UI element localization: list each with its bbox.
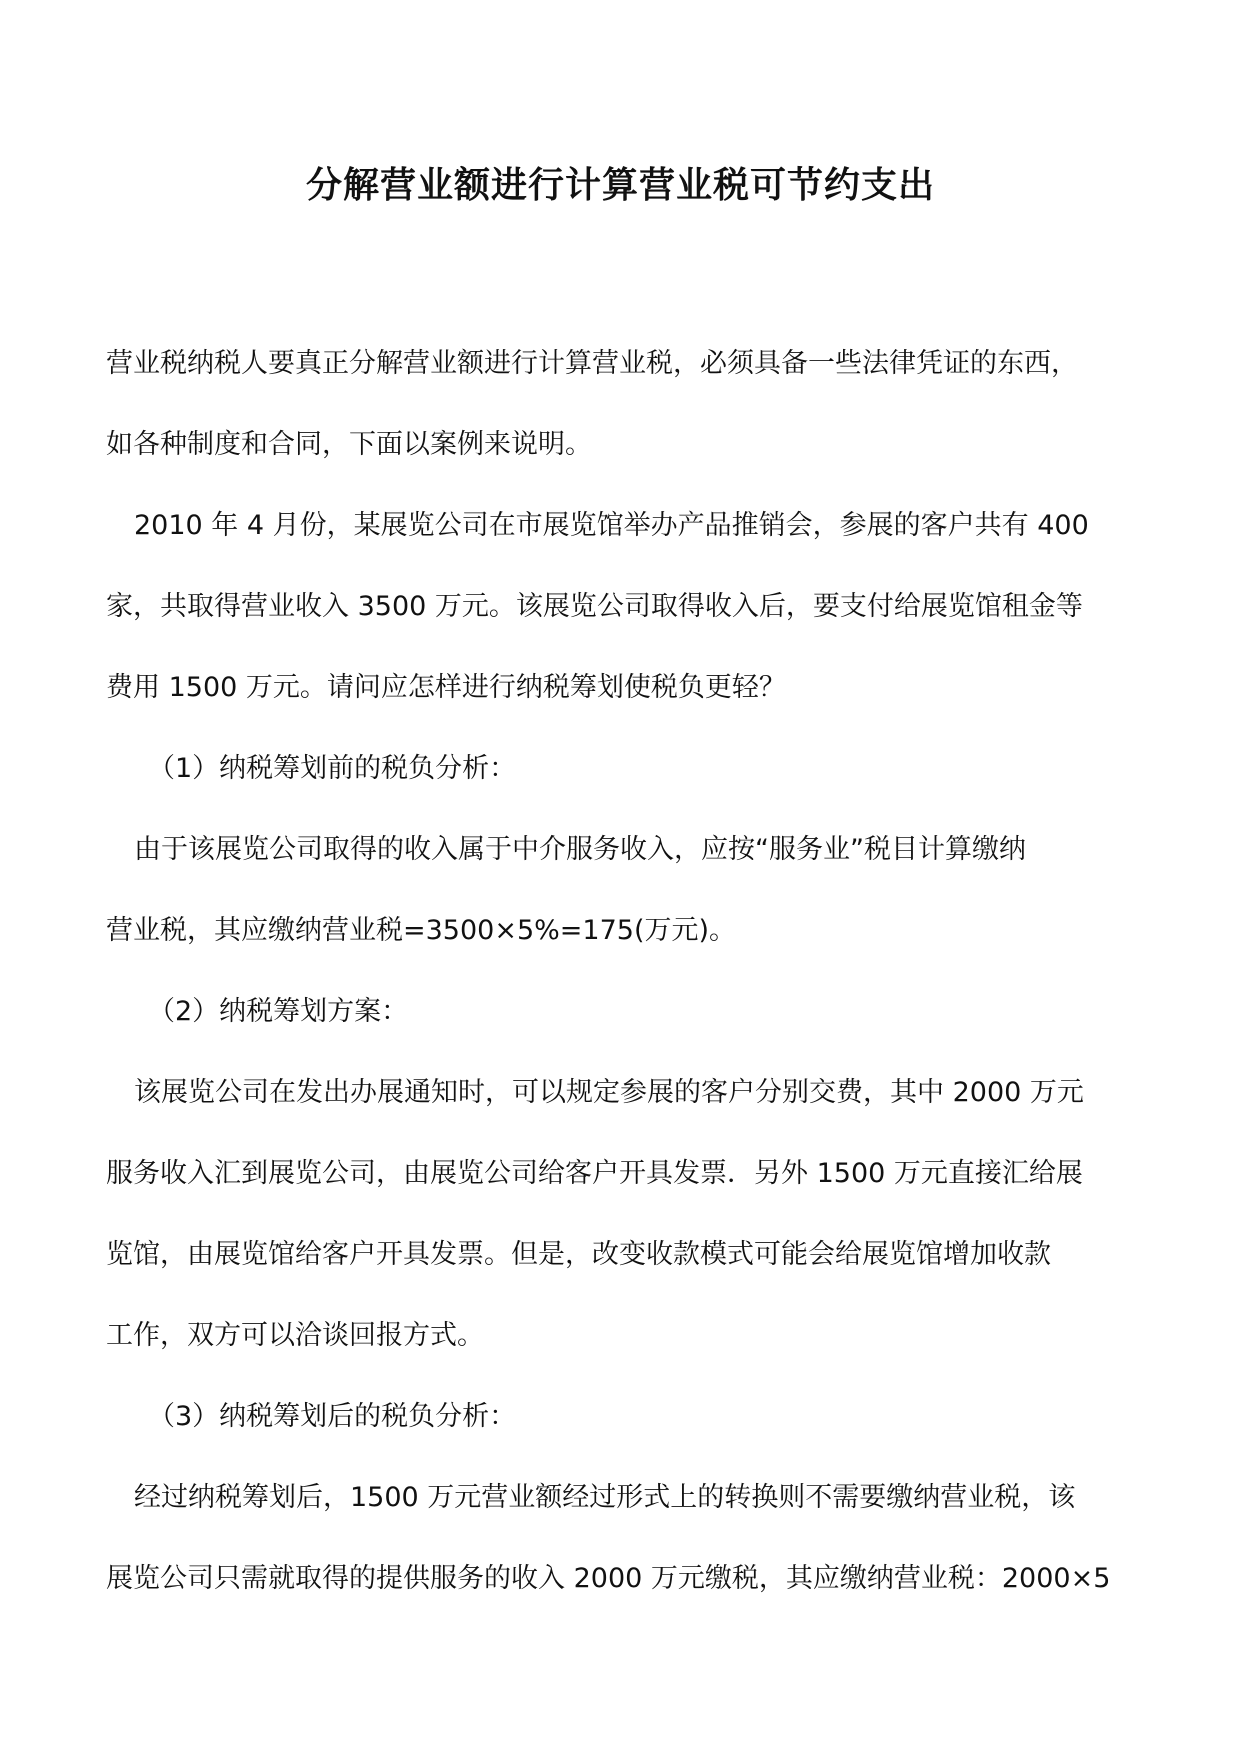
text-line: 工作，双方可以洽谈回报方式。 [106,1320,484,1351]
paragraph-before-analysis [106,809,1136,971]
text-line: 如各种制度和合同，下面以案例来说明。 [106,429,592,460]
text-line: 展览公司只需就取得的提供服务的收入 2000 万元缴税，其应缴纳营业税：2000×5 [106,1563,1111,1594]
text-line: 营业税，其应缴纳营业税=3500×5%=175(万元)。 [106,915,737,946]
heading-after-analysis [106,1376,1136,1457]
paragraph-intro [106,323,1136,485]
text-line: （1）纳税筹划前的税负分析： [148,753,517,784]
text-line: 营业税纳税人要真正分解营业额进行计算营业税，必须具备一些法律凭证的东西， [106,348,1078,379]
text-line: 家，共取得营业收入 3500 万元。该展览公司取得收入后，要支付给展览馆租金等 [106,591,1083,622]
paragraph-after-analysis [106,1457,1136,1619]
text-line: 服务收入汇到展览公司，由展览公司给客户开具发票．另外 1500 万元直接汇给展 [106,1158,1083,1189]
text-line: 2010 年 4 月份，某展览公司在市展览馆举办产品推销会，参展的客户共有 400 [134,510,1089,541]
text-line: 该展览公司在发出办展通知时，可以规定参展的客户分别交费，其中 2000 万元 [134,1077,1084,1108]
heading-plan [106,971,1136,1052]
paragraph-plan [106,1052,1136,1376]
heading-before-analysis [106,728,1136,809]
paragraph-case [106,485,1136,728]
text-line: 由于该展览公司取得的收入属于中介服务收入，应按“服务业”税目计算缴纳 [134,834,1026,865]
text-line: （2）纳税筹划方案： [148,996,409,1027]
text-line: 费用 1500 万元。请问应怎样进行纳税筹划使税负更轻？ [106,672,786,703]
text-line: （3）纳税筹划后的税负分析： [148,1401,517,1432]
document-title: 分解营业额进行计算营业税可节约支出 [305,164,935,206]
text-line: 经过纳税筹划后，1500 万元营业额经过形式上的转换则不需要缴纳营业税，该 [134,1482,1076,1513]
text-line: 览馆，由展览馆给客户开具发票。但是，改变收款模式可能会给展览馆增加收款 [106,1239,1051,1270]
